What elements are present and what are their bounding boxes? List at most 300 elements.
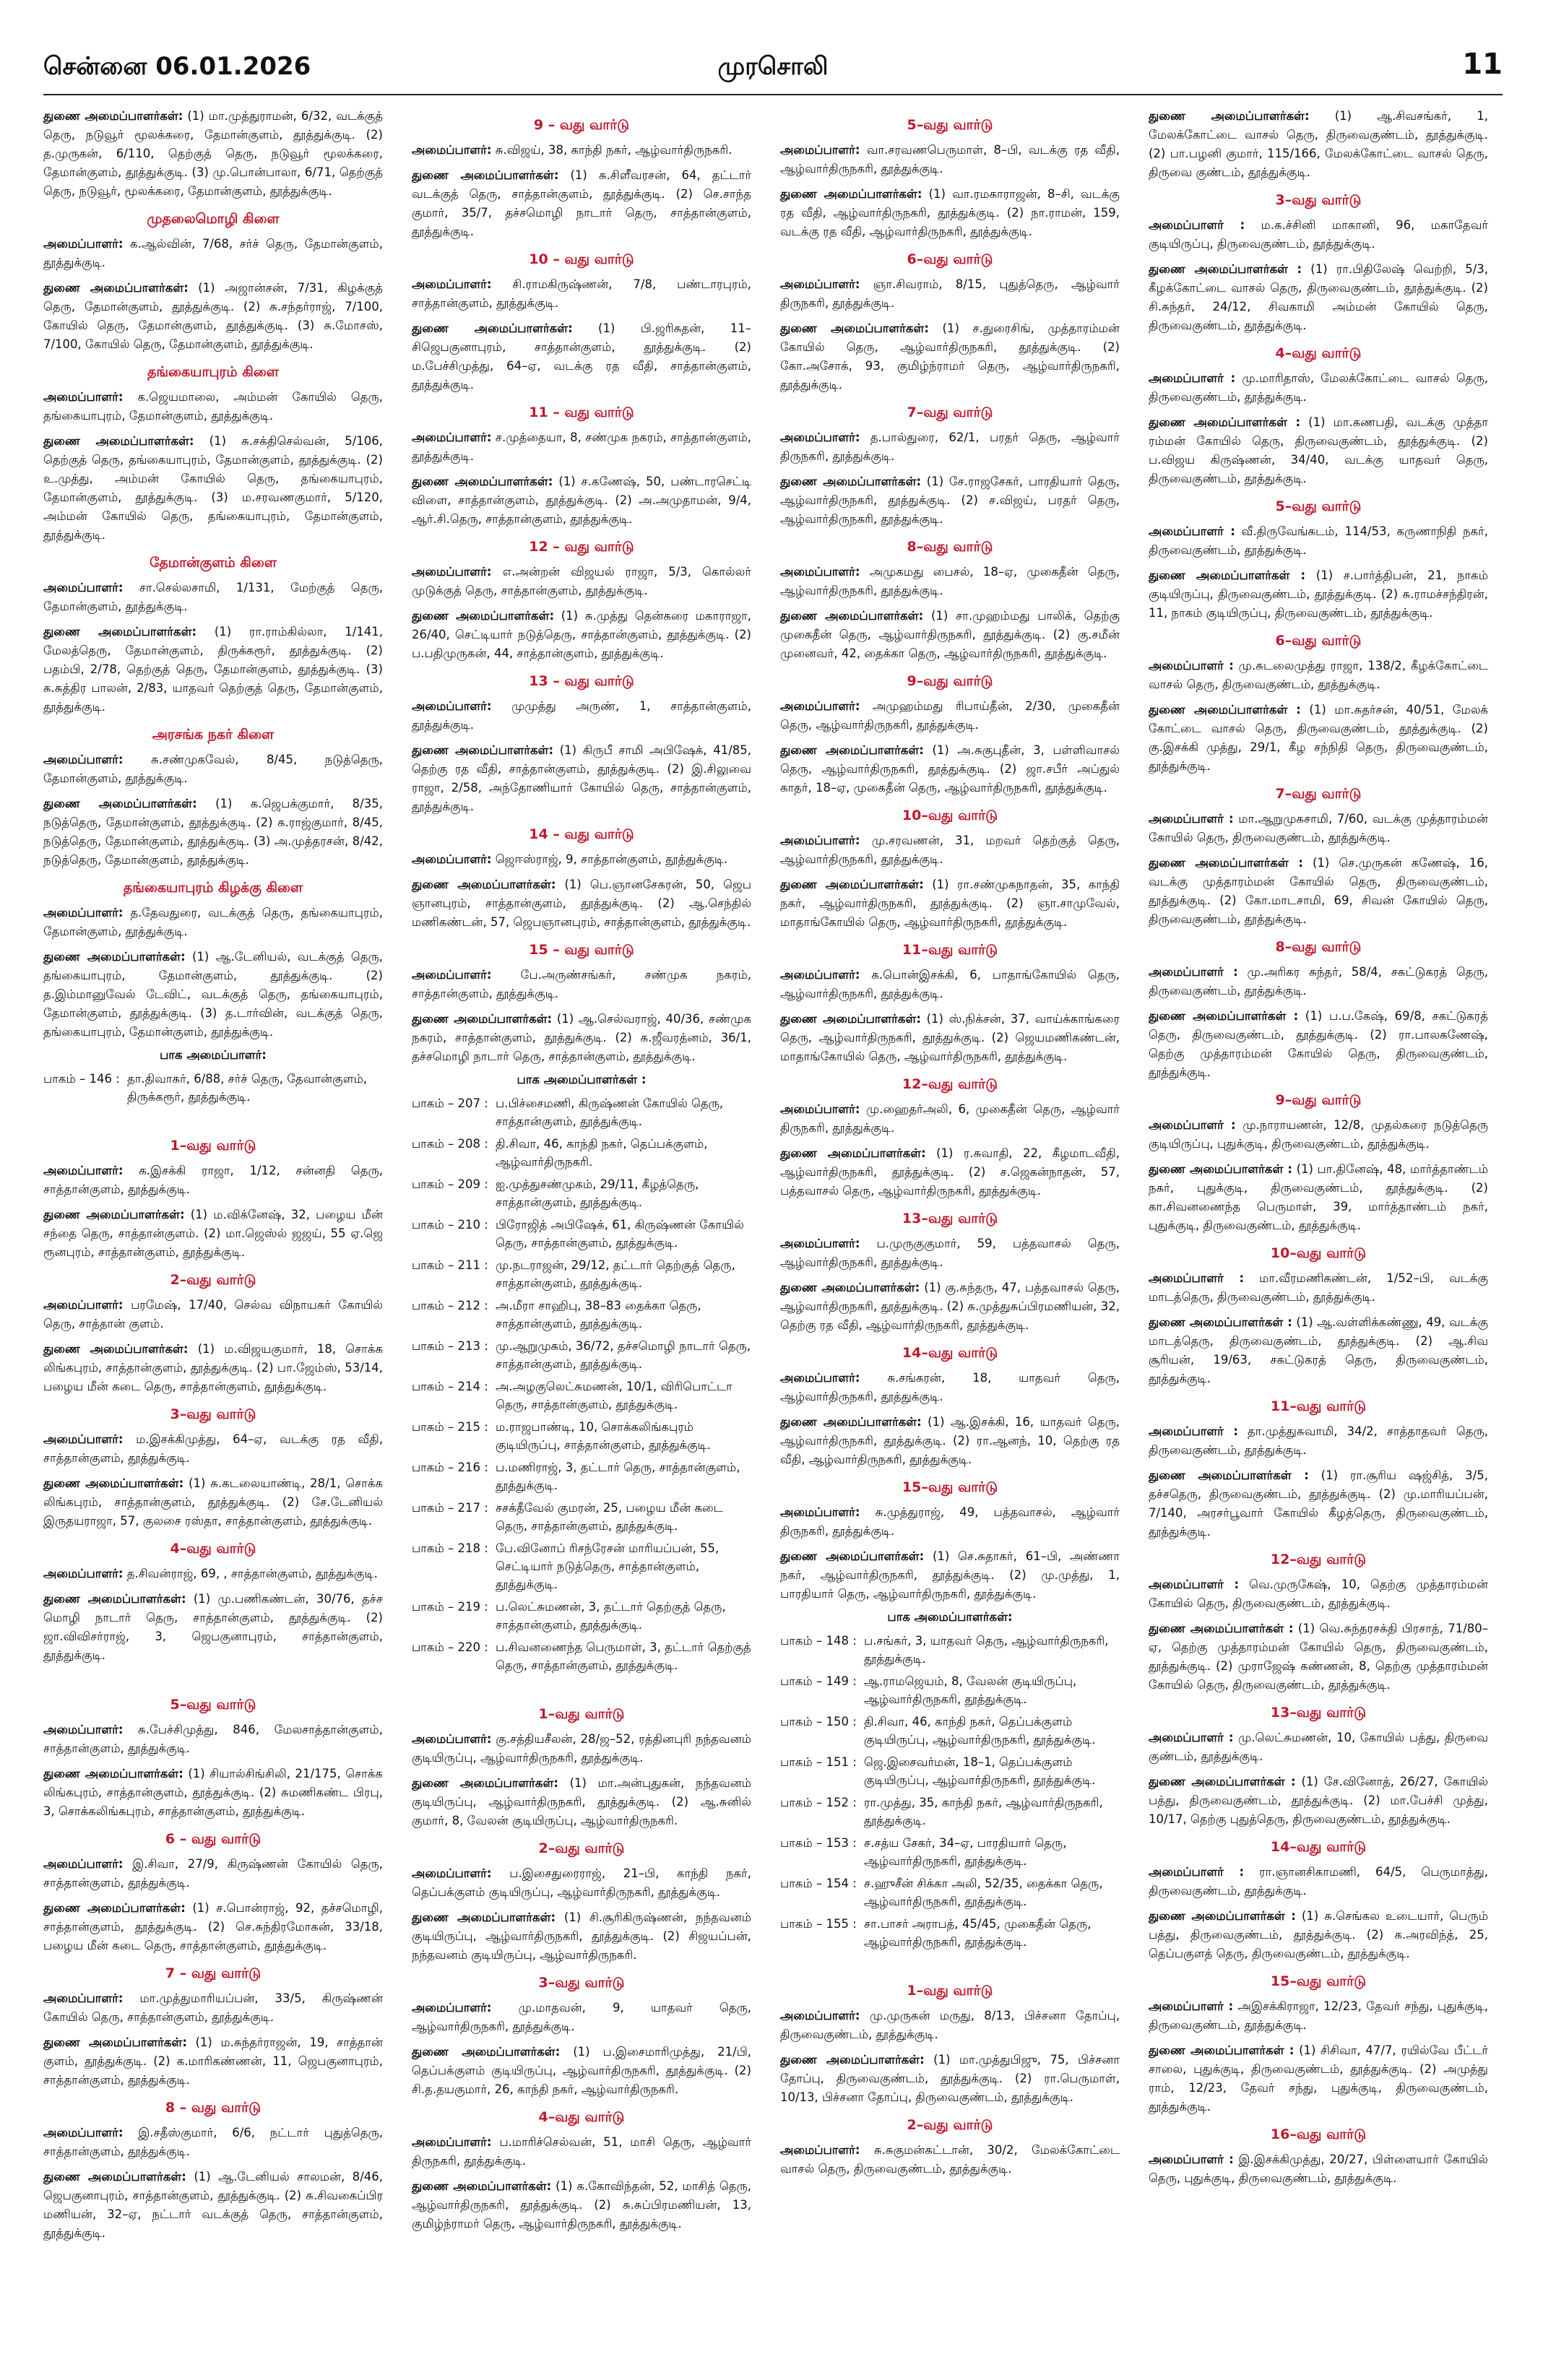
ward-heading: 11 – வது வார்டு: [529, 404, 634, 420]
ward-heading: 4–வது வார்டு: [170, 1541, 256, 1557]
entry-text: ப.முருகுகுமார், 59, பத்தவாசல் தெரு, ஆழ்வார்திருநகரி, தூத்துக்குடி.: [780, 1237, 1120, 1269]
entry-text: (1) கிருபீ சாமி அபிஷேக், 41/85, தெற்கு ரத வீதி, சாத்தான்குளம், தூத்துக்குடி. (2) இ.சிலுவை ராஜா, 2/58, அந்தோணியார் கோயில் தெரு, சாத்தான்குளம், தூத்துக்குடி.: [412, 743, 751, 813]
entry-text: சு.முத்துராஜ், 49, பத்தவாசல், ஆழ்வார் திருநகரி, தூத்துக்குடி.: [780, 1505, 1120, 1538]
booth-number: பாகம் – 218 :: [412, 1541, 488, 1555]
member-entry: [780, 1369, 1120, 1406]
ward-heading: 1–வது வார்டு: [907, 1983, 993, 1999]
member-entry: [1149, 810, 1488, 847]
member-entry: [43, 1296, 383, 1333]
entry-text: சா.செல்லசாமி, 1/131, மேற்குத் தெரு, தேமான்குளம், தூத்துக்குடி.: [43, 581, 383, 613]
member-entry: [1149, 854, 1488, 929]
entry-role-label: துணை அமைப்பாளர்கள்:: [43, 797, 197, 810]
member-entry: [780, 1547, 1120, 1604]
entry-role-label: துணை அமைப்பாளர்கள்:: [412, 2045, 561, 2059]
ward-heading: 6 – வது வார்டு: [165, 1831, 262, 1847]
member-entry: [43, 623, 383, 717]
entry-text: அஇசக்கிராஜா, 12/23, தேவர் சந்து, புதுக்குடி, திருவைகுண்டம், தூத்துக்குடி.: [1149, 1999, 1488, 2032]
entry-text: (1) சு.செங்கல உடையார், பெரும் பத்து, திருவைகுண்டம், தூத்துக்குடி. (2) க.அரவிந்த், 25, தெப்பகுளத் தெரு, திருவைகுண்டம், தூத்துக்குடி.: [1149, 1909, 1488, 1960]
member-entry: [43, 1721, 383, 1758]
entry-role-label: துணை அமைப்பாளர்கள் :: [1149, 703, 1301, 717]
entry-text: (1) சிசிவா, 47/7, ரயில்வே பீட்டர் சாலை, புதுக்குடி, திருவைகுண்டம், தூத்துக்குடி. (2) அமுத்து ராம், 12/23, தேவர் சந்து, புதுக்குடி, திருவைகுண்டம், தூத்துக்குடி.: [1149, 2043, 1488, 2113]
member-entry: [780, 472, 1120, 529]
member-entry: [780, 1010, 1120, 1066]
entry-role-label: துணை அமைப்பாளர்கள்:: [780, 878, 924, 891]
entry-text: த.சிவன்ராஜ், 69, , சாத்தான்குளம், தூத்துக்குடி.: [126, 1567, 378, 1580]
entry-role-label: அமைப்பாளர்:: [780, 699, 860, 713]
entry-role-label: துணை அமைப்பாளர்கள் :: [1149, 1909, 1296, 1923]
entry-role-label: துணை அமைப்பாளர்கள்:: [412, 1911, 556, 1924]
member-entry: [43, 1855, 383, 1892]
booth-number: பாகம் – 216 :: [412, 1461, 488, 1474]
booth-member: ப.சங்கர், 3, யாதவர் தெரு, ஆழ்வார்திருநகரி, தூத்துக்குடி.: [864, 1634, 1109, 1666]
entry-text: (1) சியால்சிங்சிலி, 21/175, சொக்க லிங்கபுரம், சாத்தான்குளம், தூத்துக்குடி. (2) சுமணிகண்ட பிரபு, 3, சொக்கலிங்கபுரம், சாத்தான்குளம், தூத்துக்குடி.: [43, 1767, 383, 1818]
entry-text: (1) மு.பணிகண்டன், 30/76, தச்ச மொழி நாடார் தெரு, சாத்தான்குளம், தூத்துக்குடி. (2) ஜா.விவிசர்ராஜ், 3, ஜெபகுனாபுரம், சாத்தான்குளம், தூத்துக்குடி.: [43, 1592, 383, 1662]
entry-text: (1) சா.முஹம்மது பாலிக், தெற்கு முகைதீன் தெரு, ஆழ்வார்திருநகரி, தூத்துக்குடி. (2) கு.சமீன் முனைவர், 42, தைக்கா தெரு, ஆழ்வார்திருநகரி, தூத்துக்குடி.: [780, 609, 1120, 660]
booth-member: ப.பிச்சைமணி, கிருஷ்ணன் கோயில் தெரு, சாத்தான்குளம், தூத்துக்குடி.: [496, 1096, 724, 1128]
member-entry: [412, 850, 751, 869]
entry-text: (1) ஆ.சிவசங்கர், 1, மேலக்கோட்டை வாசல் தெரு, திருவைகுண்டம், தூத்துக்குடி. (2) பா.பழனி குமார், 115/166, மேலக்கோட்டை வாசல் தெரு, திருவை குண்டம், தூத்துக்குடி.: [1149, 109, 1488, 179]
ward-heading: 15 – வது வார்டு: [529, 942, 634, 958]
member-entry: [412, 697, 751, 735]
entry-text: (1) ச.பார்த்திபன், 21, நாகம் குடியிருப்பு, திருவைகுண்டம், தூத்துக்குடி. (2) சு.ராமச்சந்திரன், 11, நாகம் குடியிருப்பு, திருவைகுண்டம், தூத்துக்குடி.: [1149, 568, 1488, 620]
member-entry: [780, 607, 1120, 663]
entry-role-label: துணை அமைப்பாளர்கள் :: [1149, 262, 1302, 276]
booth-entry: [412, 1337, 751, 1373]
booth-number: பாகம் – 212 :: [412, 1299, 488, 1312]
member-entry: [1149, 2150, 1488, 2188]
entry-role-label: துணை அமைப்பாளர்கள் :: [1149, 415, 1301, 429]
member-entry: [43, 235, 383, 272]
entry-role-label: துணை அமைப்பாளர்கள்:: [412, 878, 556, 891]
entry-role-label: துணை அமைப்பாளர்கள்:: [43, 281, 189, 295]
ward-heading: 6–வது வார்டு: [907, 251, 993, 267]
booth-number: பாகம் – 151 :: [780, 1755, 857, 1769]
entry-role-label: துணை அமைப்பாளர்கள்:: [43, 1208, 185, 1221]
entry-text: த.தேவதுரை, வடக்குத் தெரு, தங்கையாபுரம், தேமான்குளம், தூத்துக்குடி.: [43, 906, 383, 938]
entry-role-label: துணை அமைப்பாளர்கள்:: [412, 743, 554, 757]
entry-role-label: துணை அமைப்பாளர்கள்:: [412, 1012, 553, 1026]
entry-role-label: துணை அமைப்பாளர்கள்:: [43, 2170, 186, 2184]
entry-role-label: அமைப்பாளர் :: [1149, 371, 1236, 385]
member-entry: [412, 563, 751, 600]
entry-text: (1) செ.சுதாகர், 61–பி, அண்ணா நகர், ஆழ்வார்திருநகரி, தூத்துக்குடி. (2) மு.முத்து, 1, பாரதியார் தெரு, ஆழ்வார்திருநகரி, தூத்துக்குடி.: [780, 1549, 1120, 1601]
booth-entry: [412, 1499, 751, 1535]
entry-text: (1) மா.முத்துபிஜு, 75, பிச்சனா தோப்பு, திருவைகுண்டம், தூத்துக்குடி. (2) ரா.பெருமாள், 10/13, பிச்சனா தோப்பு, திருவைகுண்டம், தூத்துக்குடி.: [780, 2053, 1120, 2104]
member-entry: [43, 279, 383, 354]
booth-section-title: பாக அமைப்பாளர்:: [160, 1048, 267, 1062]
entry-role-label: அமைப்பாளர்:: [780, 1505, 860, 1519]
member-entry: [412, 2177, 751, 2233]
booth-number: பாகம் – 217 :: [412, 1501, 488, 1515]
entry-text: இ.இசக்கிமுத்து, 20/27, பிள்ளையார் கோயில் தெரு, புதுக்குடி, திருவைகுண்டம், தூத்துக்குடி.: [1149, 2152, 1488, 2185]
booth-entry: [780, 1793, 1120, 1830]
entry-text: ஜெஈஸ்ராஜ், 9, சாத்தான்குளம், தூத்துக்குடி.: [495, 852, 728, 866]
ward-heading: 9 – வது வார்டு: [533, 117, 630, 133]
entry-role-label: துணை அமைப்பாளர்கள் :: [1149, 2043, 1295, 2057]
member-entry: [1149, 107, 1488, 182]
member-entry: [1149, 369, 1488, 407]
ward-heading: 3–வது வார்டு: [170, 1406, 256, 1422]
member-entry: [780, 741, 1120, 797]
ward-heading: 13–வது வார்டு: [902, 1211, 998, 1226]
booth-member: அ.அழகுலெட்சுமணன், 10/1, விரிபொட்டா தெரு, சாத்தான்குளம், தூத்துக்குடி.: [496, 1380, 732, 1411]
member-entry: [43, 948, 383, 1042]
booth-member: ச.சத்ய சேகர், 34–ஏ, பாரதியார் தெரு, ஆழ்வார்திருநகரி, தூத்துக்குடி.: [864, 1836, 1067, 1868]
entry-role-label: துணை அமைப்பாளர்கள் :: [1149, 1622, 1294, 1635]
ward-heading: 13 – வது வார்டு: [529, 673, 634, 689]
entry-role-label: துணை அமைப்பாளர்கள்:: [43, 434, 194, 448]
entry-role-label: அமைப்பாளர்:: [412, 852, 492, 866]
ward-heading: 3–வது வார்டு: [538, 1975, 625, 1991]
member-entry: [412, 1908, 751, 1965]
entry-text: (1) ம.சுந்தர்ராஜன், 19, சாத்தான் குளம், தூத்துக்குடி. (2) க.மாரிகண்ணன், 11, ஜெபகுனாபுரம், சாத்தான்குளம், தூத்துக்குடி.: [43, 2035, 383, 2087]
member-entry: [43, 1899, 383, 1955]
booth-number: பாகம் – 219 :: [412, 1600, 488, 1614]
entry-role-label: அமைப்பாளர் :: [1149, 1731, 1234, 1744]
entry-role-label: அமைப்பாளர்:: [43, 906, 124, 919]
booth-entry: [780, 1915, 1120, 1951]
booth-section-title: பாக அமைப்பாளர்கள் :: [517, 1073, 647, 1086]
article-columns: [43, 107, 1503, 2360]
member-entry: [1149, 1269, 1488, 1307]
ward-heading: 7–வது வார்டு: [1275, 786, 1362, 802]
masthead: [43, 48, 1503, 90]
ward-heading: 3–வது வார்டு: [1275, 192, 1362, 208]
booth-entry: [412, 1216, 751, 1252]
member-entry: [412, 319, 751, 394]
ward-heading: 8 – வது வார்டு: [165, 2100, 262, 2116]
entry-text: (1) க.ஜெபக்குமார், 8/35, நடுத்தெரு, தேமான்குளம், தூத்துக்குடி. (2) க.ராஜ்குமார், 8/45, நடுத்தெரு, தேமான்குளம், தூத்துக்குடி. (3) அ.முத்தரசன், 8/42, நடுத்தெரு, தேமான்குளம், தூத்துக்குடி.: [43, 797, 383, 867]
entry-text: (1) பெ.ஞானசேகரன், 50, ஜெப ஞானபுரம், சாத்தான்குளம், தூத்துக்குடி. (2) ஆ.செந்தில் மணிகண்டன், 57, ஜெபஞானபுரம், சாத்தான்குளம், தூத்துக்குடி.: [412, 878, 751, 929]
member-entry: [780, 319, 1120, 394]
member-entry: [43, 107, 383, 201]
entry-role-label: துணை அமைப்பாளர்கள்:: [780, 187, 922, 201]
member-entry: [780, 1278, 1120, 1335]
entry-text: (1) ஆ.இசக்கி, 16, யாதவர் தெரு, ஆழ்வார்திருநகரி, தூத்துக்குடி. (2) ரா.ஆனந், 10, தெற்கு ரத வீதி, ஆழ்வார்திருநகரி, தூத்துக்குடி.: [780, 1415, 1120, 1466]
entry-text: (1) வா.ரமகாராஜன், 8–சி, வடக்கு ரத வீதி, ஆழ்வார்திருநகரி, தூத்துக்குடி. (2) நா.ராமன், 159, வடக்கு ரத வீதி, ஆழ்வார்திருநகரி, தூத்துக்குடி.: [780, 187, 1120, 238]
ward-heading: தங்கையாபுரம் கிளை: [147, 364, 279, 380]
entry-text: பே.அருண்சங்கர், சண்முக நகரம், சாத்தான்குளம், தூத்துக்குடி.: [412, 968, 751, 1000]
member-entry: [43, 1989, 383, 2027]
entry-role-label: துணை அமைப்பாளர்கள் :: [1149, 1468, 1309, 1482]
member-entry: [43, 1161, 383, 1199]
booth-number: பாகம் – 208 :: [412, 1137, 488, 1151]
booth-number: பாகம் – 211 :: [412, 1258, 488, 1272]
entry-text: க.ஆல்வின், 7/68, சர்ச் தெரு, தேமான்குளம், தூத்துக்குடி.: [43, 237, 383, 269]
entry-text: (1) ர.சுவாதி, 22, கீழமாடவீதி, ஆழ்வார்திருநகரி, தூத்துக்குடி. (2) ச.ஜெகன்நாதன், 57, பத்தவாசல் தெரு, ஆழ்வார்திருநகரி, தூத்துக்குடி.: [780, 1146, 1120, 1198]
entry-role-label: அமைப்பாளர் :: [1149, 2152, 1234, 2166]
entry-text: (1) ஆ.டேனியல் சாலமன், 8/46, ஜெபகுனாபுரம், சாத்தான்குளம், தூத்துக்குடி. (2) சு.சிவகைப்பிர மணியன், 32–ஏ, நட்டார் வடக்குத் தெரு, சாத்தான்குளம், தூத்துக்குடி.: [43, 2170, 383, 2240]
entry-text: மா.முத்துமாரியப்பன், 33/5, கிருஷ்ணன் கோயில் தெரு, சாத்தான்குளம், தூத்துக்குடி.: [43, 1991, 383, 2024]
member-entry: [43, 1340, 383, 1396]
entry-role-label: அமைப்பாளர் :: [1149, 1578, 1240, 1591]
entry-text: அமுஹம்மது ரிபாய்தீன், 2/30, முகைதீன் தெரு, ஆழ்வார்திருநகரி, தூத்துக்குடி.: [780, 699, 1120, 732]
member-entry: [43, 1765, 383, 1821]
member-entry: [780, 697, 1120, 735]
booth-number: பாகம் – 148 :: [780, 1634, 857, 1648]
entry-text: (1) ம.விக்னேஷ், 32, பழைய மீன் சந்தை தெரு, சாத்தான்குளம். (2) மா.ஜெஸ்ல் ஜஜய், 55 ஏ.ஜெ ரூனபுரம், சாத்தான்குளம், தூத்துக்குடி.: [43, 1208, 383, 1259]
booth-member: அ.மீரா சாஹிபு, 38–83 தைக்கா தெரு, சாத்தான்குளம், தூத்துக்குடி.: [496, 1299, 701, 1330]
entry-role-label: அமைப்பாளர்:: [43, 1298, 124, 1312]
booth-number: பாகம் – 152 :: [780, 1796, 857, 1809]
entry-text: (1) அஜான்சன், 7/31, கிழக்குத் தெரு, தேமான்குளம், தூத்துக்குடி. (2) சு.சந்தர்ராஜ், 7/100, கோயில் தெரு, தேமான்குளம், தூத்துக்குடி. (3) சு.மோசஸ், 7/100, கோயில் தெரு, தேமான்குளம், தூத்துக்குடி.: [43, 281, 383, 351]
entry-text: (1) ச.பொன்ராஜ், 92, தச்சமொழி, சாத்தான்குளம், தூத்துக்குடி. (2) செ.சுந்திரமோகன், 33/18, பழைய மீன் கடை தெரு, சாத்தான்குளம், தூத்துக்குடி.: [43, 1901, 383, 1952]
booth-entry: [412, 1175, 751, 1211]
entry-text: த.பால்துரை, 62/1, பரதர் தெரு, ஆழ்வார் திருநகரி, தூத்துக்குடி.: [780, 430, 1120, 463]
entry-role-label: துணை அமைப்பாளர்கள்:: [43, 1767, 183, 1780]
ward-heading: 11–வது வார்டு: [902, 942, 998, 958]
entry-role-label: துணை அமைப்பாளர்கள்:: [43, 625, 197, 639]
entry-role-label: அமைப்பாளர்:: [43, 1991, 124, 2005]
ward-heading: 9–வது வார்டு: [1275, 1092, 1362, 1108]
member-entry: [780, 2051, 1120, 2107]
entry-text: மா.ஆறுமுகசாமி, 7/60, வடக்கு முத்தாரம்மன் கோயில் தெரு, திருவைகுண்டம், தூத்துக்குடி.: [1149, 812, 1488, 844]
booth-entry: [412, 1598, 751, 1634]
entry-role-label: துணை அமைப்பாளர்கள்:: [43, 950, 186, 964]
ward-heading: 5–வது வார்டு: [170, 1697, 256, 1713]
booth-member: தா.திவாகர், 6/88, சர்ச் தெரு, தேவான்குளம், திருக்கரூர், தூத்துக்குடி.: [127, 1072, 368, 1104]
entry-role-label: துணை அமைப்பாளர்கள்:: [43, 1342, 189, 1356]
ward-heading: 7–வது வார்டு: [907, 404, 993, 420]
member-entry: [412, 1999, 751, 2036]
member-entry: [1149, 260, 1488, 335]
member-entry: [780, 428, 1120, 466]
member-entry: [780, 1503, 1120, 1541]
entry-role-label: அமைப்பாளர்:: [780, 968, 860, 982]
member-entry: [1149, 1466, 1488, 1541]
member-entry: [43, 579, 383, 616]
ward-heading: 12–வது வார்டு: [902, 1076, 998, 1092]
ward-heading: 6–வது வார்டு: [1275, 633, 1362, 649]
entry-role-label: அமைப்பாளர்:: [43, 2126, 124, 2139]
member-entry: [1149, 701, 1488, 776]
member-entry: [43, 1430, 383, 1468]
entry-role-label: அமைப்பாளர்:: [43, 753, 124, 766]
member-entry: [1149, 1907, 1488, 1963]
member-entry: [412, 966, 751, 1003]
ward-heading: 10–வது வார்டு: [1270, 1245, 1367, 1261]
entry-role-label: துணை அமைப்பாளர்கள்:: [412, 2179, 552, 2193]
entry-text: க.ஜெயமாலை, அம்மன் கோயில் தெரு, தங்கையாபுரம், தேமான்குளம், தூத்துக்குடி.: [43, 390, 383, 423]
ward-heading: 14 – வது வார்டு: [529, 826, 634, 842]
entry-text: (1) வெ.சுந்தரசக்தி பிரசாத், 71/80–ஏ, தெற்கு முத்தாரம்மன் கோயில் தெரு, திருவைகுண்டம், தூத்துக்குடி. (2) முராஜேஷ் கண்ணன், 8, தெற்கு முத்தாரம்மன் கோயில் தெரு, திருவைகுண்டம், தூத்துக்குடி.: [1149, 1622, 1488, 1692]
entry-text: க.பொன்இசக்கி, 6, பாதாங்கோயில் தெரு, ஆழ்வார்திருநகரி, தூத்துக்குடி.: [780, 968, 1120, 1000]
member-entry: [1149, 1997, 1488, 2035]
entry-text: சு.சுகுமன்கட்டான், 30/2, மேலக்கோட்டை வாசல் தெரு, திருவைகுண்டம், தூத்துக்குடி.: [780, 2143, 1120, 2176]
entry-text: இ.சதீஸ்குமார், 6/6, நட்டார் புதுத்தெரு, சாத்தான்குளம், தூத்துக்குடி.: [43, 2126, 383, 2158]
entry-role-label: துணை அமைப்பாளர்கள்:: [412, 609, 555, 623]
entry-role-label: அமைப்பாளர்:: [780, 143, 860, 157]
entry-role-label: துணை அமைப்பாளர்கள்:: [43, 1901, 186, 1915]
ward-heading: தேமான்குளம் கிளை: [149, 555, 277, 571]
entry-role-label: அமைப்பாளர் :: [1149, 965, 1238, 979]
member-entry: [412, 607, 751, 663]
entry-role-label: அமைப்பாளர்:: [412, 1866, 492, 1880]
entry-role-label: துணை அமைப்பாளர்கள் :: [1149, 568, 1306, 582]
entry-role-label: துணை அமைப்பாளர்கள்:: [412, 475, 553, 488]
member-entry: [780, 875, 1120, 932]
member-entry: [43, 1590, 383, 1665]
booth-entry: [412, 1638, 751, 1674]
booth-entry: [780, 1874, 1120, 1911]
entry-role-label: அமைப்பாளர்:: [780, 1237, 860, 1250]
entry-role-label: அமைப்பாளர்:: [412, 1732, 492, 1746]
booth-member: ஐ.முத்துசண்முகம், 29/11, கீழத்தெரு, சாத்தான்குளம், தூத்துக்குடி.: [496, 1177, 699, 1209]
entry-text: (1) ச.துரைசிங், முத்தாரம்மன் கோயில் தெரு, ஆழ்வார்திருநகரி, தூத்துக்குடி. (2) கோ.அசோக், 93, குமிழ்ந்ராமர் தெரு, ஆழ்வார்திருநகரி, தூத்துக்குடி.: [780, 321, 1120, 391]
ward-heading: 14–வது வார்டு: [1270, 1839, 1367, 1855]
entry-role-label: துணை அமைப்பாளர்கள்:: [1149, 109, 1310, 123]
booth-number: பாகம் – 220 :: [412, 1640, 488, 1654]
booth-number: பாகம் – 213 :: [412, 1339, 488, 1353]
entry-role-label: அமைப்பாளர்:: [43, 1567, 124, 1580]
member-entry: [780, 563, 1120, 600]
member-entry: [1149, 1007, 1488, 1082]
entry-text: ப.இசைதுரைராஜ், 21–பி, காந்தி நகர், தெப்பக்குளம் குடியிருப்பு, ஆழ்வார்திருநகரி, தூத்துக்குடி.: [412, 1866, 751, 1899]
entry-text: சு.சண்முகவேல், 8/45, நடுத்தெரு, தேமான்குளம், தூத்துக்குடி.: [43, 753, 383, 785]
entry-text: ம.க.ச்சினி மாகானி, 96, மகாதேவர் குடியிருப்பு, திருவைகுண்டம், தூத்துக்குடி.: [1149, 218, 1488, 251]
entry-text: அமுகமது பைசல், 18–ஏ, முகைதீன் தெரு, ஆழ்வார்திருநகரி, தூத்துக்குடி.: [780, 565, 1120, 597]
entry-text: (1) மா.முத்துராமன், 6/32, வடக்குத் தெரு, நடுவூர் மூலக்கரை, தேமான்குளம், தூத்துக்குடி. (2) த.முருகன், 6/110, தெற்குத் தெரு, நடுவூர் மூலக்கரை, தேமான்குளம், தூத்துக்குடி. (3) மு.பொன்பாலா, 6/71, தெற்குத் தெரு, நடுவூர், மூலக்கரை, தேமான்குளம், தூத்துக்குடி.: [43, 109, 383, 198]
entry-text: (1) சே.ராஜசேகர், பாரதியார் தெரு, ஆழ்வார்திருநகரி, தூத்துக்குடி. (2) ச.விஜய், பரதர் தெரு, ஆழ்வார்திருநகரி, தூத்துக்குடி.: [780, 475, 1120, 526]
entry-text: (1) ப.ப.கேஷ், 69/8, சகட்டுகரத் தெரு, திருவைகுண்டம், தூத்துக்குடி. (2) ரா.பாலகணேஷ், தெற்கு முத்தாரம்மன் கோயில் தெரு, திருவைகுண்டம், தூத்துக்குடி.: [1149, 1009, 1488, 1079]
member-entry: [1149, 1773, 1488, 1829]
member-entry: [780, 1413, 1120, 1469]
ward-heading: 10–வது வார்டு: [902, 808, 998, 823]
entry-role-label: துணை அமைப்பாளர்கள் :: [1149, 1775, 1296, 1788]
booth-section-title: பாக அமைப்பாளர்கள்:: [887, 1610, 1013, 1624]
entry-text: மு.நாராயணன், 12/8, முதல்கரை நடுத்தெரு குடியிருப்பு, புதுக்குடி, திருவைகுண்டம், தூத்துக்குடி.: [1149, 1118, 1488, 1151]
entry-text: (1) ஸ்.நிக்சன், 37, வாய்க்காங்கரை தெரு, ஆழ்வார்திருநகரி, தூத்துக்குடி. (2) ஜெயமணிகண்டன், மாதாங்கோயில் தெரு, ஆழ்வார்திருநகரி, தூத்துக்குடி.: [780, 1012, 1120, 1063]
booth-member: ப.சிவனணைந்த பெருமாள், 3, தட்டார் தெற்குத் தெரு, சாத்தான்குளம், தூத்துக்குடி.: [496, 1640, 751, 1672]
booth-entry: [780, 1834, 1120, 1870]
member-entry: [1149, 1422, 1488, 1460]
entry-role-label: துணை அமைப்பாளர்கள்:: [780, 321, 929, 335]
member-entry: [412, 1864, 751, 1902]
member-entry: [43, 1206, 383, 1262]
member-entry: [412, 275, 751, 313]
entry-role-label: அமைப்பாளர் :: [1149, 1271, 1245, 1285]
entry-text: (1) ரா.பிதிலேஷ் வெற்றி, 5/3, கீழக்கோட்டை வாசல் தெரு, திருவைகுண்டம், தூத்துக்குடி. (2) சி.சுந்தர், 24/12, சிவகாமி அம்மன் கோயில் தெரு, திருவைகுண்டம், தூத்துக்குடி.: [1149, 262, 1488, 332]
entry-text: முமுத்து அருண், 1, சாத்தான்குளம், தூத்துக்குடி.: [412, 699, 751, 732]
entry-text: கு.சத்தியசீலன், 28/ஜ–52, ரத்தினபுரி நந்தவனம் குடியிருப்பு, ஆழ்வார்திருநகரி, தூத்துக்குடி.: [412, 1732, 751, 1765]
member-entry: [43, 795, 383, 870]
ward-heading: தங்கையாபுரம் கிழக்கு கிளை: [123, 880, 303, 896]
entry-text: (1) சு.கடலையாண்டி, 28/1, சொக்க லிங்கபுரம், சாத்தான்குளம், தூத்துக்குடி. (2) சே.டேனியல் இருதயராஜா, 57, குலசை ரஸ்தா, சாத்தான்குளம், தூத்துக்குடி.: [43, 1476, 383, 1528]
entry-text: (1) சு.சிளீவரசன், 64, தட்டார் வடக்குத் தெரு, சாத்தான்குளம், தூத்துக்குடி. (2) செ.சாந்த குமார், 35/7, தச்சமொழி நாடார் தெரு, சாத்தான்குளம், தூத்துக்குடி.: [412, 168, 751, 238]
entry-text: (1) அ.சுகுபுதீன், 3, பள்ளிவாசல் தெரு, ஆழ்வார்திருநகரி, தூத்துக்குடி. (2) ஜா.சபீர் அப்துல் காதர், 18–ஏ, முகைதீன் தெரு, ஆழ்வார்திருநகரி, தூத்துக்குடி.: [780, 743, 1120, 795]
entry-text: சி.ராமகிருஷ்ணன், 7/8, பண்டாரபுரம், சாத்தான்குளம், தூத்துக்குடி.: [412, 277, 751, 310]
entry-role-label: துணை அமைப்பாளர்கள்:: [43, 1592, 186, 1606]
entry-role-label: அமைப்பாளர்:: [780, 1102, 860, 1116]
member-entry: [1149, 216, 1488, 254]
booth-member: சசக்தீவேல் குமரன், 25, பழைய மீன் கடை தெரு, சாத்தான்குளம், தூத்துக்குடி.: [496, 1501, 723, 1533]
booth-member: சா.பாசர் அராபத், 45/45, முகைதீன் தெரு, ஆழ்வார்திருநகரி, தூத்துக்குடி.: [864, 1917, 1092, 1949]
entry-text: மு.முருகன் மருது, 8/13, பிச்சனா தோப்பு, திருவைகுண்டம், தூத்துக்குடி.: [780, 2009, 1120, 2041]
column-1: [43, 107, 383, 2360]
member-entry: [412, 2043, 751, 2099]
entry-text: சு.பேச்சிமுத்து, 846, மேலசாத்தான்குளம், சாத்தான்குளம், தூத்துக்குடி.: [43, 1723, 383, 1755]
entry-role-label: அமைப்பாளர் :: [1149, 659, 1234, 672]
member-entry: [412, 741, 751, 816]
member-entry: [780, 2141, 1120, 2178]
entry-text: மு.ஹைதர்அலி, 6, முகைதீன் தெரு, ஆழ்வார் திருநகரி, தூத்துக்குடி.: [780, 1102, 1120, 1135]
entry-role-label: அமைப்பாளர்:: [780, 2009, 860, 2022]
entry-text: மா.வீரமணிகண்டன், 1/52–பி, வடக்கு மாடத்தெரு, திருவைகுண்டம், தூத்துக்குடி.: [1149, 1271, 1488, 1304]
entry-role-label: அமைப்பாளர் :: [1149, 1118, 1236, 1132]
member-entry: [780, 1234, 1120, 1272]
booth-member: பே.வினோப் ரிசந்ரேசன் மாரியப்பன், 55, செட்டியார் நடுத்தெரு, சாத்தான்குளம், தூத்துக்குடி.: [496, 1541, 719, 1591]
entry-text: மு.லெட்சுமணன், 10, கோயில் பத்து, திருவை குண்டம், தூத்துக்குடி.: [1149, 1731, 1488, 1763]
entry-text: (1) ப.இசைமாரிமுத்து, 21/பி, தெப்பக்குளம் குடியிருப்பு, ஆழ்வார்திருநகரி, தூத்துக்குடி. (2) சி.த.தயகுமார், 26, காந்தி நகர், ஆழ்வார்திருநகரி.: [412, 2045, 751, 2096]
entry-text: வீ.திருவேங்கடம், 114/53, கருணாநிதி நகர், திருவைகுண்டம், தூத்துக்குடி.: [1149, 524, 1488, 557]
booth-member: ரா.முத்து, 35, காந்தி நகர், ஆழ்வார்திருநகரி, தூத்துக்குடி.: [864, 1796, 1103, 1827]
booth-entry: [780, 1672, 1120, 1708]
booth-number: பாகம் – 210 :: [412, 1218, 488, 1232]
entry-text: மு.மாரிதாஸ், மேலக்கோட்டை வாசல் தெரு, திருவைகுண்டம், தூத்துக்குடி.: [1149, 371, 1488, 404]
entry-text: ப.மாரிச்செல்வன், 51, மாசி தெரு, ஆழ்வார் திருநகரி, தூத்துக்குடி.: [412, 2135, 751, 2168]
ward-heading: 7 – வது வார்டு: [165, 1965, 262, 1981]
ward-heading: 2–வது வார்டு: [907, 2117, 993, 2133]
booth-entry: [780, 1713, 1120, 1749]
entry-text: (1) மா.சுதர்சன், 40/51, மேலக் கோட்டை வாசல் தெரு, திருவைகுண்டம், தூத்துக்குடி. (2) கு.இசக்கி முத்து, 29/1, கீழ சந்நிதி தெரு, திருவைகுண்டம், தூத்துக்குடி.: [1149, 703, 1488, 773]
member-entry: [43, 1474, 383, 1531]
entry-text: (1) மா.அன்புதுகன், நந்தவனம் குடியிருப்பு, ஆழ்வார்திருநகரி, தூத்துக்குடி. (2) ஆ.சுனில் குமார், 8, வேலன் குடியிருப்பு, ஆழ்வார்திருநகரி.: [412, 1776, 751, 1827]
member-entry: [780, 831, 1120, 869]
booth-member: ப.மணிராஜ், 3, தட்டார் தெரு, சாத்தான்குளம், தூத்துக்குடி.: [496, 1461, 740, 1492]
ward-heading: 10 – வது வார்டு: [529, 251, 634, 267]
entry-text: தா.முத்துசுவாமி, 34/2, சாத்தாதவர் தெரு, திருவைகுண்டம், தூத்துக்குடி.: [1149, 1424, 1488, 1457]
member-entry: [780, 1100, 1120, 1138]
member-entry: [1149, 2041, 1488, 2116]
booth-number: பாகம் – 207 :: [412, 1096, 488, 1110]
booth-member: ச.ஹுசீன் சிக்கா அலி, 52/35, தைக்கா தெரு, ஆழ்வார்திருநகரி, தூத்துக்குடி.: [864, 1877, 1103, 1908]
member-entry: [1149, 1863, 1488, 1900]
entry-text: வா.சரவணபெருமாள், 8–பி, வடக்கு ரத வீதி, ஆழ்வார்திருநகரி, தூத்துக்குடி.: [780, 143, 1120, 176]
entry-text: (1) சு.சக்திசெல்வன், 5/106, தெற்குத் தெரு, தங்கையாபுரம், தேமான்குளம், தூத்துக்குடி. (2) உ.முத்து, அம்மன் கோயில் தெரு, தங்கையாபுரம், தேமான்குளம், தூத்துக்குடி. (3) ம.சரவணகுமார், 5/120, அம்மன் கோயில் தெரு, தங்கையாபுரம், தேமான்குளம், தூத்துக்குடி.: [43, 434, 383, 542]
entry-role-label: அமைப்பாளர்:: [43, 581, 124, 594]
member-entry: [780, 966, 1120, 1003]
entry-text: (1) ரா.சண்முகநாதன், 35, காந்தி நகர், ஆழ்வார்திருநகரி, தூத்துக்குடி. (2) ஞா.சாமுவேல், மாதாங்கோயில் தெரு, ஆழ்வார்திருநகரி, தூத்துக்குடி.: [780, 878, 1120, 929]
entry-role-label: துணை அமைப்பாளர்கள்:: [43, 1476, 184, 1490]
entry-role-label: துணை அமைப்பாளர்கள் :: [1149, 856, 1303, 870]
booth-entry: [412, 1458, 751, 1494]
member-entry: [43, 2168, 383, 2243]
entry-role-label: அமைப்பாளர் :: [1149, 218, 1245, 232]
member-entry: [780, 185, 1120, 241]
entry-text: பரமேஷ், 17/40, செல்வ விநாயகர் கோயில் தெரு, சாத்தான் குளம்.: [43, 1298, 383, 1330]
booth-entry: [412, 1377, 751, 1414]
member-entry: [1149, 1313, 1488, 1388]
ward-heading: 2–வது வார்டு: [170, 1272, 256, 1288]
booth-entry: [43, 1070, 383, 1106]
ward-heading: 4–வது வார்டு: [1275, 345, 1362, 361]
member-entry: [1149, 1116, 1488, 1154]
entry-role-label: துணை அமைப்பாளர்கள் :: [1149, 1162, 1292, 1176]
entry-text: (1) ம.விஜயகுமார், 18, சொக்க லிங்கபுரம், சாத்தான்குளம், தூத்துக்குடி. (2) பா.ஜேம்ஸ், 53/14, பழைய மீன் கடை தெரு, சாத்தான்குளம், தூத்துக்குடி.: [43, 1342, 383, 1393]
entry-role-label: துணை அமைப்பாளர்கள்:: [780, 1415, 922, 1429]
ward-heading: 1–வது வார்டு: [538, 1706, 625, 1722]
booth-number: பாகம் – 150 :: [780, 1715, 857, 1728]
ward-heading: 5–வது வார்டு: [907, 117, 993, 133]
ward-heading: 13–வது வார்டு: [1270, 1705, 1367, 1721]
member-entry: [412, 1730, 751, 1767]
entry-role-label: துணை அமைப்பாளர்கள்:: [43, 109, 183, 123]
entry-text: (1) ரா.சூரிய ஷஜ்சித், 3/5, தச்சதெரு, திருவைகுண்டம், தூத்துக்குடி. (2) மு.மாரியப்பன், 7/140, அரசர்பூவார் கோயில் கீழத்தெரு, திருவைகுண்டம், தூத்துக்குடி.: [1149, 1468, 1488, 1539]
booth-member: மு.ஆறுமுகம், 36/72, தச்சமொழி நாடார் தெரு, சாத்தான்குளம், தூத்துக்குடி.: [496, 1339, 751, 1371]
entry-role-label: அமைப்பாளர்:: [412, 699, 492, 713]
ward-heading: 8–வது வார்டு: [907, 539, 993, 555]
entry-text: சு.சங்கரன், 18, யாதவர் தெரு, ஆழ்வார்திருநகரி, தூத்துக்குடி.: [780, 1371, 1120, 1403]
